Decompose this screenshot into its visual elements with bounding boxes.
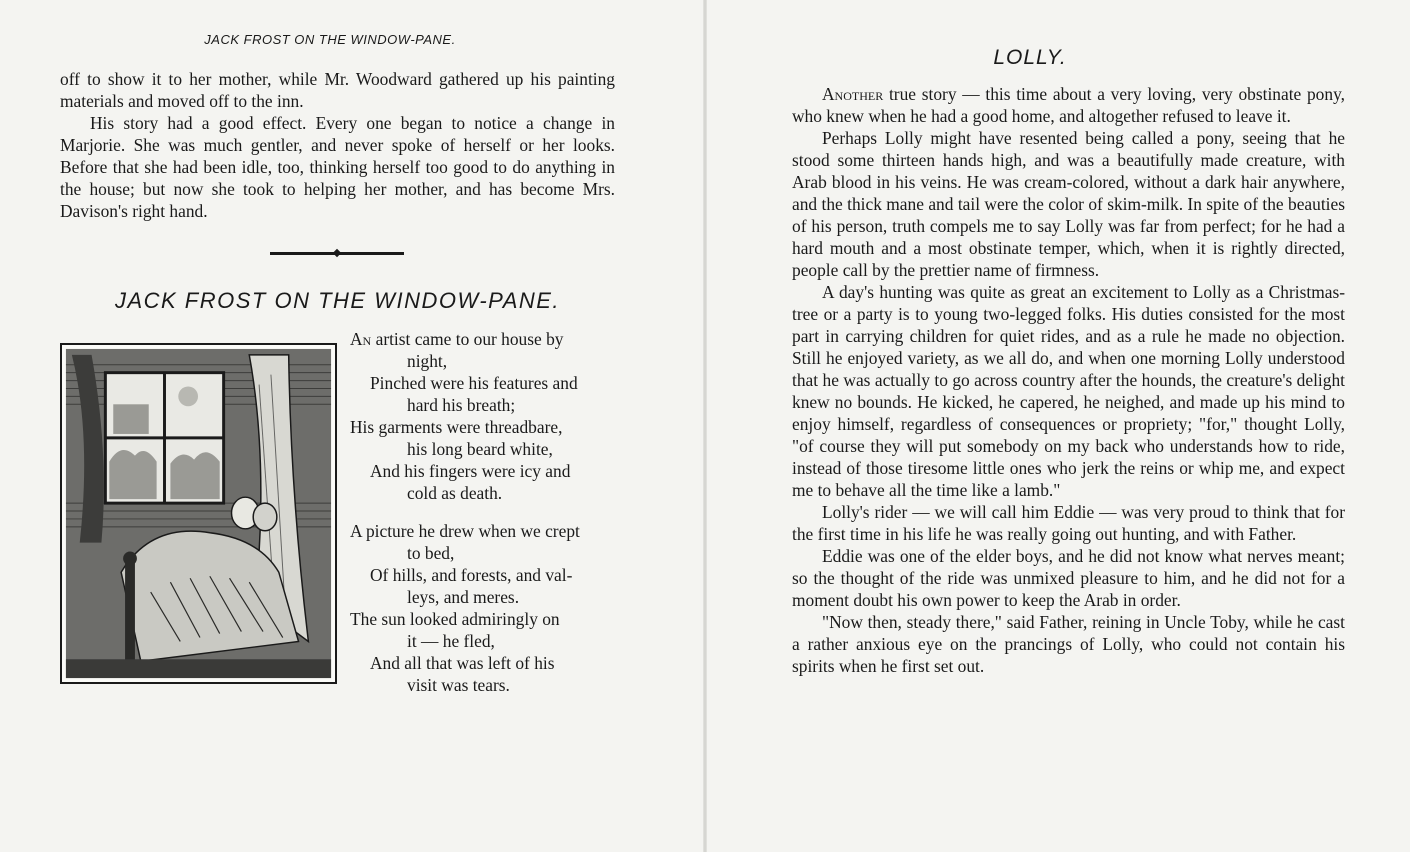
paragraph: "Now then, steady there," said Father, reining in Uncle Toby, while he cast a rather anxious eye on the prancings of Lolly, who could not contain his spirits when he first set out. — [792, 612, 1345, 676]
poem-stanza — [350, 328, 615, 504]
paragraph — [792, 83, 1345, 127]
poem-line: visit was tears. — [407, 675, 510, 695]
poem-line: The sun looked admiringly on — [350, 609, 560, 629]
poem-line: And all that was left of his — [370, 653, 555, 673]
paragraph: Perhaps Lolly might have resented being called a pony, seeing that he stood some thirteen hands high, and was a beautifully made creature, with Arab blood in his veins. He was cream-colored, without a dark hair anywhere, and the thick mane and tail were the color of skim-milk. In spite of the beauties of his person, truth compels me to say Lolly was far from perfect; for he had a hard mouth and a most obstinate temper, which, when it is rightly directed, people call by the prettier name of firmness. — [792, 128, 1345, 280]
paragraph: A day's hunting was quite as great an excitement to Lolly as a Christmas-tree or a party is to young two-legged folks. His duties consisted for the most part in carrying children for quiet rides, and as a rule he made no objection. Still he enjoyed variety, as we all do, and when one morning Lolly understood that he was actually to go across country after the hounds, the creature's delight knew no bounds. He kicked, he capered, he neighed, and made up his mind to enjoy himself, regardless of consequences or propriety; "for," thought Lolly, "of course they will put somebody on my back who understands how to ride, instead of those tiresome little ones who jerk the reins or whip me, and expect me to behave all the time like a lamb." — [792, 282, 1345, 500]
poem-line: cold as death. — [407, 483, 503, 503]
poem-line: Pinched were his features and — [370, 373, 578, 393]
poem-line: A picture he drew when we crept — [350, 521, 580, 541]
poem — [350, 328, 615, 712]
bed-window-engraving-icon — [60, 343, 337, 684]
poem-line: leys, and meres. — [407, 587, 520, 607]
drop-word: An — [350, 329, 372, 349]
poem-title: JACK FROST ON THE WINDOW-PANE. — [114, 288, 561, 313]
paragraph-text: true story — this time about a very loving, very obstinate pony, who knew when he had a good home, and altogether refused to leave it. — [792, 84, 1345, 126]
paragraph: Eddie was one of the elder boys, and he did not know what nerves meant; so the thought of the ride was unmixed pleasure to him, and he did not for a moment doubt his own power to keep the Arab in order. — [792, 546, 1345, 610]
paragraph: His story had a good effect. Every one began to notice a change in Marjorie. She was much gentler, and never spoke of herself or her looks. Before that she had been idle, too, thinking herself too good to do anything in the house; but now she took to helping her mother, and has become Mrs. Davison's right hand. — [60, 113, 615, 221]
chapter-title: LOLLY. — [993, 46, 1067, 69]
running-head: JACK FROST ON THE WINDOW-PANE. — [204, 32, 456, 47]
paragraph: off to show it to her mother, while Mr. Woodward gathered up his painting materials and moved off to the inn. — [60, 69, 615, 111]
poem-line: His garments were threadbare, — [350, 417, 563, 437]
poem-line: Of hills, and forests, and val- — [370, 565, 573, 585]
section-divider — [270, 252, 404, 255]
story-text — [792, 83, 1345, 677]
poem-line: to bed, — [407, 543, 455, 563]
poem-line: his long beard white, — [407, 439, 553, 459]
poem-line-text: artist came to our house by — [375, 329, 564, 349]
paragraph: Lolly's rider — we will call him Eddie — was very proud to think that for the first time in his life he was really going out hunting, and with Father. — [792, 502, 1345, 544]
poem-line: it — he fled, — [407, 631, 495, 651]
drop-word: Another — [822, 84, 884, 104]
poem-line: And his fingers were icy and — [370, 461, 571, 481]
story-ending — [60, 68, 615, 222]
poem-line: hard his breath; — [407, 395, 516, 415]
poem-line: night, — [407, 351, 448, 371]
right-page — [705, 0, 1410, 852]
poem-line — [350, 328, 615, 350]
poem-stanza — [350, 520, 615, 696]
